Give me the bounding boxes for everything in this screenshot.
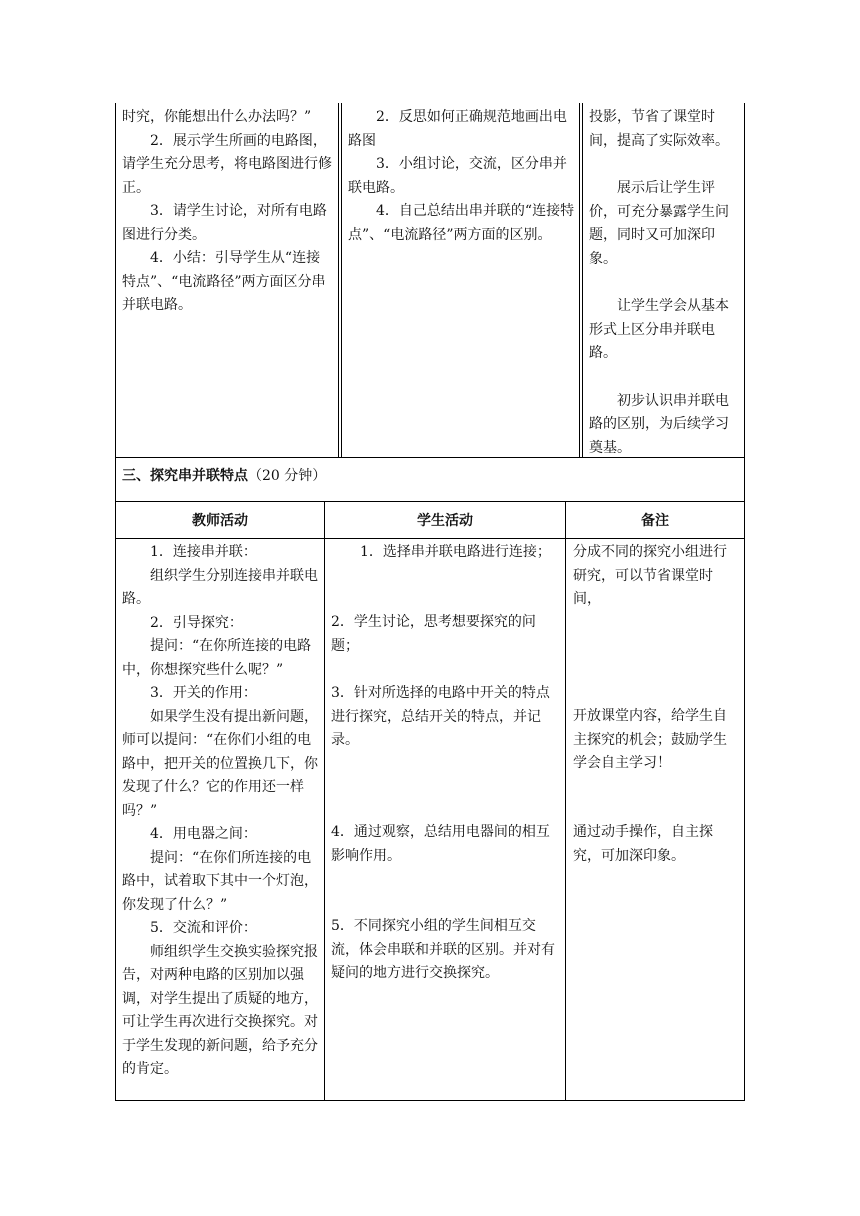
- bottom-col-divider-2: [565, 501, 566, 1101]
- teacher-step-2-body: 提问：“在你所连接的电路中，你想探究些什么呢？”: [122, 638, 312, 678]
- teacher-step-4-title: 4．用电器之间：: [150, 826, 257, 842]
- top-remark-cell: [589, 106, 739, 460]
- top-student-item-2: 2．反思如何正确规范地画出电路图: [348, 109, 567, 149]
- teacher-step-5-title: 5．交流和评价：: [150, 920, 257, 936]
- top-col-divider-2: [579, 103, 580, 458]
- teacher-step-3-title: 3．开关的作用：: [150, 685, 257, 701]
- student-step-3: 3．针对所选择的电路中开关的特点进行探究，总结开关的特点，并记录。: [331, 685, 550, 748]
- top-remark-1: 投影，节省了课堂时间，提高了实际效率。: [589, 109, 729, 149]
- remark-1: 分成不同的探究小组进行研究，可以节省课堂时间，: [573, 544, 727, 607]
- section-left-border: [115, 457, 116, 502]
- student-step-2: 2．学生讨论，思考想要探究的问题；: [331, 614, 536, 654]
- teacher-step-2-title: 2．引导探究：: [150, 614, 243, 631]
- header-row-bottom-border: [115, 538, 745, 539]
- teacher-step-5-body: 师组织学生交换实验探究报告，对两种电路的区别加以强调，对学生提出了质疑的地方，可让学生再次进行交换探究。对于学生发现的新问题，给予充分的肯定。: [122, 943, 318, 1077]
- teacher-step-1-title: 1．连接串并联：: [150, 544, 257, 560]
- top-remark-3: 让学生学会从基本形式上区分串并联电路。: [589, 298, 729, 361]
- top-table-left-border: [115, 103, 116, 458]
- section-title: 三、探究串并联特点: [122, 468, 248, 484]
- top-col-divider-1b: [341, 103, 342, 458]
- header-teacher-activity: 教师活动: [192, 513, 248, 529]
- top-col-divider-1: [338, 103, 339, 458]
- top-teacher-cell: [122, 106, 334, 318]
- student-step-5: 5．不同探究小组的学生间相互交流，体会串联和并联的区别。并对有疑问的地方进行交换探究。: [331, 918, 555, 981]
- bottom-table-right-border: [744, 501, 745, 1101]
- top-teacher-item-4: 4．小结：引导学生从“连接特点”、“电流路径”两方面区分串并联电路。: [122, 250, 326, 313]
- top-teacher-item-3: 3．请学生讨论，对所有电路图进行分类。: [122, 203, 327, 243]
- top-col-divider-2b: [582, 103, 583, 458]
- top-student-cell: [348, 106, 575, 247]
- bottom-teacher-cell: [122, 541, 320, 1082]
- header-remark: 备注: [641, 513, 669, 529]
- student-step-4: 4．通过观察，总结用电器间的相互影响作用。: [331, 824, 550, 864]
- student-step-1: 1．选择串并联电路进行连接；: [360, 544, 551, 560]
- bottom-table-left-border: [115, 501, 116, 1101]
- remark-2: 开放课堂内容，给学生自主探究的机会；鼓励学生学会自主学习！: [573, 708, 727, 771]
- top-teacher-item-2: 2．展示学生所画的电路图，请学生充分思考，将电路图进行修正。: [122, 132, 332, 196]
- section-bottom-border: [115, 501, 745, 502]
- remark-3: 通过动手操作，自主探究，可加深印象。: [573, 824, 713, 864]
- top-table-right-border: [744, 103, 745, 458]
- bottom-table-bottom-border: [115, 1100, 745, 1101]
- teacher-step-4-body: 提问：“在你们所连接的电路中，试着取下其中一个灯泡，你发现了什么？”: [122, 849, 318, 913]
- section-right-border: [744, 457, 745, 502]
- top-student-item-3: 3．小组讨论，交流，区分串并联电路。: [348, 156, 567, 196]
- top-teacher-line-1: 时究，你能想出什么办法吗？”: [122, 109, 312, 125]
- top-remark-2: 展示后让学生评价，可充分暴露学生问题，同时又可加深印象。: [589, 180, 729, 267]
- section-heading: [122, 466, 326, 486]
- teacher-step-3-body: 如果学生没有提出新问题，师可以提问：“在你们小组的电路中，把开关的位置换几下，你发现了什么？它的作用还一样吗？”: [122, 708, 318, 819]
- section-duration: （20 分钟）: [248, 468, 327, 484]
- top-remark-4: 初步认识串并联电路的区别，为后续学习奠基。: [589, 392, 729, 456]
- top-student-item-4: 4．自己总结出串并联的“连接特点”、“电流路径”两方面的区别。: [348, 203, 575, 243]
- teacher-step-1-body: 组织学生分别连接串并联电路。: [122, 567, 318, 607]
- bottom-col-divider-1: [324, 501, 325, 1101]
- header-student-activity: 学生活动: [417, 513, 473, 529]
